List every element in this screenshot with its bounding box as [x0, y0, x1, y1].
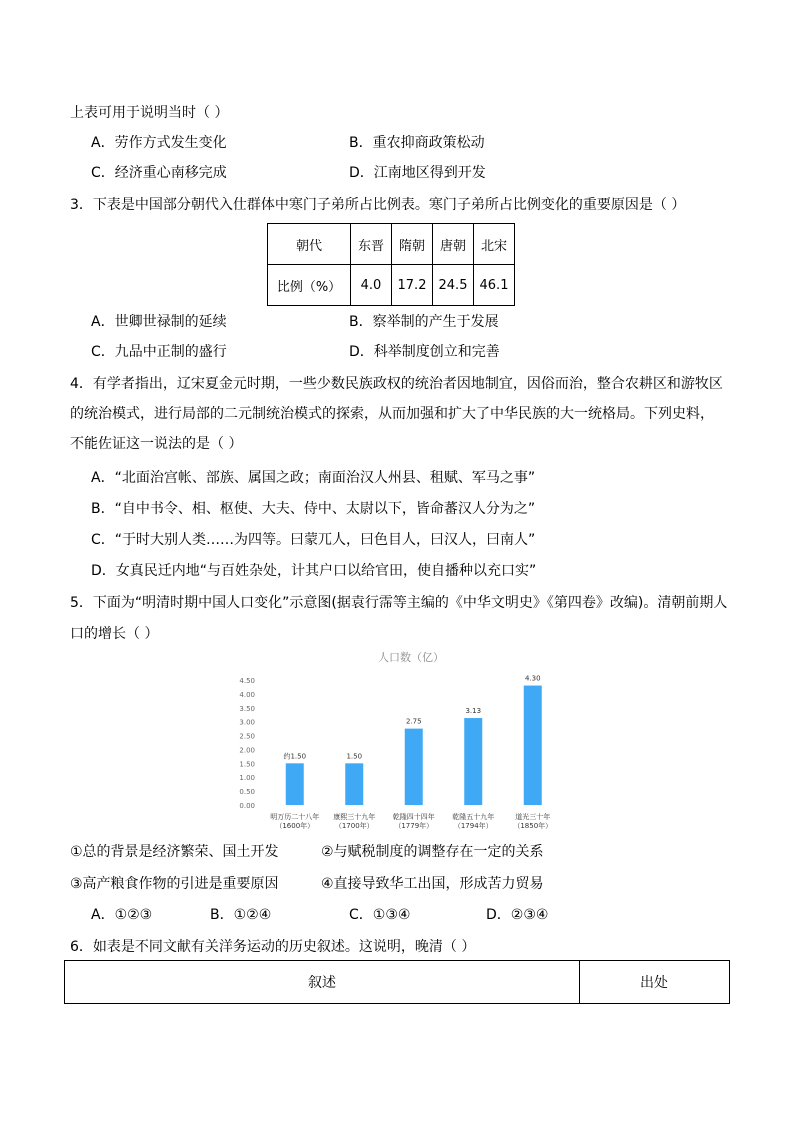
q5-stem-line-2: 口的增长（ ）: [70, 626, 159, 642]
y-tick-label: 1.00: [239, 774, 255, 783]
x-category-label: 康熙三十九年: [333, 813, 376, 821]
x-category-label: 乾隆四十四年: [392, 813, 435, 821]
x-category-label: （1700年）: [334, 822, 374, 830]
x-category-label: 道光三十年: [515, 813, 551, 821]
x-category-label: （1850年）: [513, 822, 553, 830]
q2-option-c: C．经济重心南移完成: [91, 165, 227, 181]
q2-option-b: B．重农抑商政策松动: [349, 135, 485, 151]
x-category-label: 明万历二十八年: [270, 813, 320, 821]
q3-table-cell: 隋朝: [392, 224, 433, 265]
y-tick-label: 2.00: [239, 746, 255, 755]
q3-table-cell: 朝代: [268, 224, 351, 265]
q2-option-a: A．劳作方式发生变化: [91, 135, 227, 151]
q5-statement-4: ④直接导致华工出国，形成苦力贸易: [321, 876, 544, 892]
bar: [464, 718, 482, 805]
q4-stem-line-1: 4．有学者指出，辽宋夏金元时期，一些少数民族政权的统治者因地制宜，因俗而治，整合农耕区和游牧区: [70, 376, 723, 392]
y-tick-label: 4.00: [239, 690, 255, 699]
q3-stem: 3．下表是中国部分朝代入仕群体中寒门子弟所占比例表。寒门子弟所占比例变化的重要原因是（ ）: [70, 197, 686, 213]
q3-table-cell: 北宋: [474, 224, 515, 265]
x-category-label: （1600年）: [275, 822, 315, 830]
q6-table: [64, 960, 730, 1004]
bar-value-label: 约1.50: [283, 752, 307, 761]
x-category-label: （1794年）: [453, 822, 493, 830]
bar-value-label: 2.75: [405, 717, 422, 726]
q5-choice-a: A．①②③: [91, 907, 153, 923]
q3-option-b: B．察举制的产生于发展: [349, 314, 499, 330]
q3-option-d: D．科举制度创立和完善: [349, 344, 500, 360]
q2-option-d: D．江南地区得到开发: [349, 165, 486, 181]
q4-option-d: D．女真民迁内地“与百姓杂处，计其户口以给官田，使自播种以充口实”: [91, 563, 537, 579]
bar: [286, 763, 304, 805]
y-tick-label: 0.00: [239, 802, 255, 810]
q5-statement-3: ③高产粮食作物的引进是重要原因: [70, 876, 279, 892]
q3-table-cell: 唐朝: [433, 224, 474, 265]
q3-table-data-row: [268, 265, 515, 306]
q3-table-header-row: [268, 224, 515, 265]
q3-table: [267, 223, 515, 306]
y-tick-label: 3.50: [239, 704, 255, 713]
q6-table-header-narrative: 叙述: [65, 961, 580, 1003]
q5-statement-1: ①总的背景是经济繁荣、国土开发: [70, 844, 279, 860]
q3-table-cell: 24.5: [433, 265, 474, 306]
q4-option-a: A．“北面治宫帐、部族、属国之政；南面治汉人州县、租赋、军马之事”: [91, 470, 536, 486]
q3-table-cell: 东晋: [351, 224, 392, 265]
bar-value-label: 1.50: [346, 752, 363, 761]
q3-option-a: A．世卿世禄制的延续: [91, 314, 227, 330]
population-bar-chart: [225, 645, 570, 835]
bar: [524, 686, 542, 805]
q3-table-cell: 比例（%）: [268, 265, 351, 306]
y-tick-label: 0.50: [239, 788, 255, 797]
q4-option-b: B．“自中书令、相、枢使、大夫、侍中、太尉以下，皆命蕃汉人分为之”: [91, 501, 536, 517]
q5-stem-line-1: 5．下面为“明清时期中国人口变化”示意图(据袁行霈等主编的《中华文明史》《第四卷》改编)。清朝前期人: [70, 595, 728, 611]
bar-value-label: 4.30: [524, 674, 541, 683]
q5-statement-2: ②与赋税制度的调整存在一定的关系: [321, 844, 544, 860]
chart-title: 人口数（亿）: [378, 651, 444, 664]
q5-choice-d: D．②③④: [486, 907, 549, 923]
q3-table-cell: 4.0: [351, 265, 392, 306]
y-tick-label: 3.00: [239, 718, 255, 727]
x-category-label: （1779年）: [394, 822, 434, 830]
q2-stem: 上表可用于说明当时（ ）: [70, 105, 229, 121]
q3-table-cell: 17.2: [392, 265, 433, 306]
y-tick-label: 4.50: [239, 677, 255, 685]
q3-option-c: C．九品中正制的盛行: [91, 344, 227, 360]
q3-table-cell: 46.1: [474, 265, 515, 306]
y-tick-label: 1.50: [239, 760, 255, 769]
q5-choice-c: C．①③④: [349, 907, 411, 923]
y-tick-label: 2.50: [239, 732, 255, 741]
bar: [405, 729, 423, 805]
q4-stem-line-2: 的统治模式，进行局部的二元制统治模式的探索，从而加强和扩大了中华民族的大一统格局。下列史料，: [70, 406, 714, 422]
q6-table-header-source: 出处: [640, 975, 668, 991]
bar: [345, 763, 363, 805]
q5-choice-b: B．①②④: [210, 907, 272, 923]
q6-stem: 6．如表是不同文献有关洋务运动的历史叙述。这说明，晚清（ ）: [70, 939, 476, 955]
bar-value-label: 3.13: [465, 707, 482, 716]
q4-option-c: C．“于时大别人类……为四等。曰蒙兀人，曰色目人，曰汉人，曰南人”: [91, 532, 536, 548]
q4-stem-line-3: 不能佐证这一说法的是（ ）: [70, 436, 243, 452]
x-category-label: 乾隆五十九年: [452, 813, 495, 821]
